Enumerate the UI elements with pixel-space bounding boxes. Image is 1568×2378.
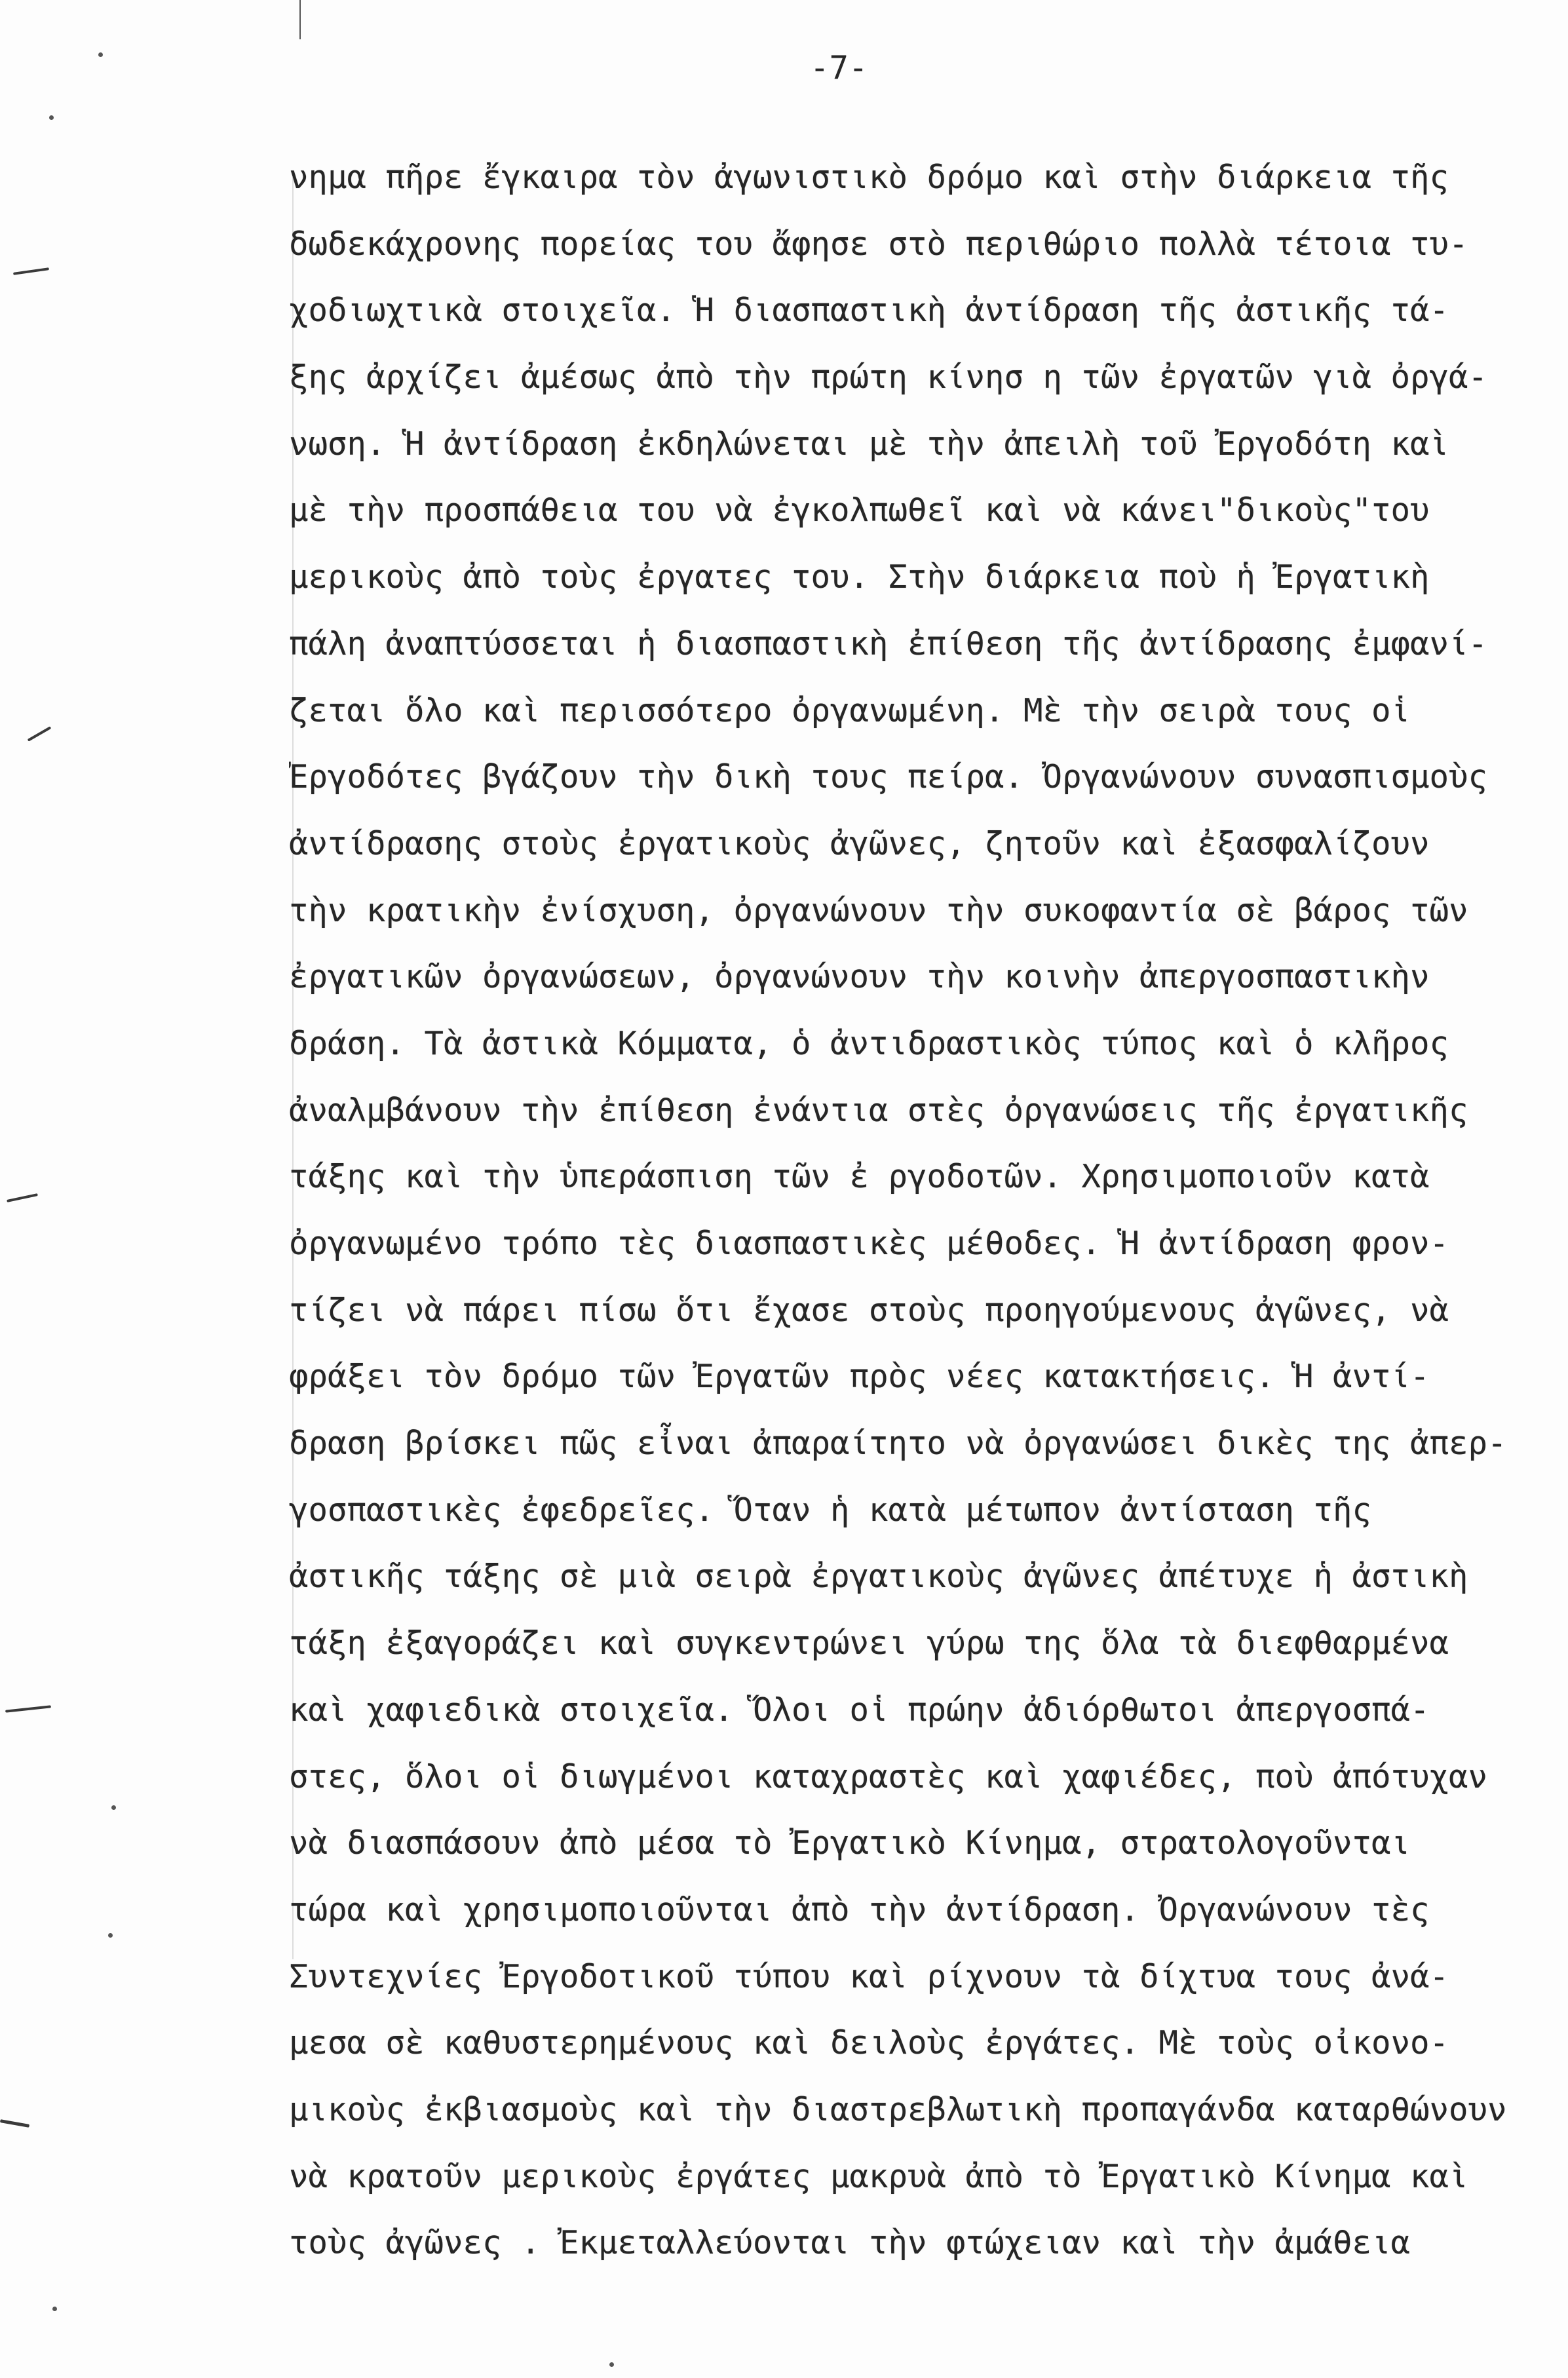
- scan-mark: [5, 1705, 51, 1712]
- scan-mark: [98, 52, 103, 57]
- text-line: μερικοὺς ἀπὸ τοὺς ἐργατες του. Στὴν διάρκεια ποὺ ἡ Ἐργατικὴ: [289, 558, 1430, 596]
- text-line: τώρα καὶ χρησιμοποιοῦνται ἀπὸ τὴν ἀντίδραση. Ὀργανώνουν τὲς: [289, 1890, 1430, 1928]
- scan-mark: [111, 1805, 116, 1810]
- text-line: τάξης καὶ τὴν ὑπεράσπιση τῶν ἐ ργοδοτῶν. Χρησιμοποιοῦν κατὰ: [289, 1158, 1430, 1196]
- text-line: τάξη ἐξαγοράζει καὶ συγκεντρώνει γύρω της ὅλα τὰ διεφθαρμένα: [289, 1624, 1449, 1662]
- scan-mark: [0, 2119, 29, 2128]
- scan-mark: [49, 115, 54, 120]
- scan-mark: [28, 726, 52, 741]
- page-number: -7-: [810, 49, 868, 86]
- text-line: Συντεχνίες Ἐργοδοτικοῦ τύπου καὶ ρίχνουν τὰ δίχτυα τους ἀνά-: [289, 1957, 1449, 1995]
- scan-mark: [52, 2307, 57, 2311]
- text-line: μικοὺς ἐκβιασμοὺς καὶ τὴν διαστρεβλωτικὴ προπαγάνδα καταρθώνουν: [289, 2090, 1507, 2128]
- text-line: ξης ἀρχίζει ἀμέσως ἀπὸ τὴν πρώτη κίνησ η τῶν ἐργατῶν γιὰ ὀργά-: [289, 358, 1488, 396]
- text-line: φράξει τὸν δρόμο τῶν Ἐργατῶν πρὸς νέες κατακτήσεις. Ἡ ἀντί-: [289, 1358, 1430, 1396]
- text-line: πάλη ἀναπτύσσεται ἡ διασπαστικὴ ἐπίθεση τῆς ἀντίδρασης ἐμφανί-: [289, 624, 1488, 662]
- text-line: μὲ τὴν προσπάθεια του νὰ ἐγκολπωθεῖ καὶ νὰ κάνει"δικοὺς"του: [289, 491, 1430, 529]
- text-line: Ἐργοδότες βγάζουν τὴν δικὴ τους πείρα. Ὀργανώνουν συνασπισμοὺς: [289, 758, 1488, 796]
- text-line: ἐργατικῶν ὀργανώσεων, ὀργανώνουν τὴν κοινὴν ἀπεργοσπαστικὴν: [289, 958, 1430, 996]
- text-line: τίζει νὰ πάρει πίσω ὅτι ἔχασε στοὺς προηγούμενους ἀγῶνες, νὰ: [289, 1291, 1449, 1329]
- text-line: ζεται ὅλο καὶ περισσότερο ὀργανωμένη. Μὲ τὴν σειρὰ τους οἱ: [289, 691, 1411, 729]
- text-line: δωδεκάχρονης πορείας του ἄφησε στὸ περιθώριο πολλὰ τέτοια τυ-: [289, 225, 1468, 263]
- scan-line: [299, 0, 301, 39]
- text-line: τὴν κρατικὴν ἐνίσχυση, ὀργανώνουν τὴν συκοφαντία σὲ βάρος τῶν: [289, 891, 1468, 929]
- text-line: χοδιωχτικὰ στοιχεῖα. Ἡ διασπαστικὴ ἀντίδραση τῆς ἀστικῆς τά-: [289, 292, 1449, 330]
- text-line: καὶ χαφιεδικὰ στοιχεῖα. Ὅλοι οἱ πρώην ἀδιόρθωτοι ἀπεργοσπά-: [289, 1691, 1430, 1729]
- scan-mark: [13, 267, 49, 275]
- text-line: νωση. Ἡ ἀντίδραση ἐκδηλώνεται μὲ τὴν ἀπειλὴ τοῦ Ἐργοδότη καὶ: [289, 425, 1449, 463]
- text-line: νημα πῆρε ἔγκαιρα τὸν ἀγωνιστικὸ δρόμο καὶ στὴν διάρκεια τῆς: [289, 159, 1449, 196]
- text-line: ὀργανωμένο τρόπο τὲς διασπαστικὲς μέθοδες. Ἡ ἀντίδραση φρον-: [289, 1225, 1449, 1262]
- text-line: στες, ὅλοι οἱ διωγμένοι καταχραστὲς καὶ χαφιέδες, ποὺ ἀπότυχαν: [289, 1757, 1488, 1795]
- text-line: ἀντίδρασης στοὺς ἐργατικοὺς ἀγῶνες, ζητοῦν καὶ ἐξασφαλίζουν: [289, 824, 1430, 862]
- typewritten-body: [289, 144, 1547, 2276]
- text-line: τοὺς ἀγῶνες . Ἐκμεταλλεύονται τὴν φτώχειαν καὶ τὴν ἀμάθεια: [289, 2224, 1411, 2262]
- text-line: νὰ κρατοῦν μερικοὺς ἐργάτες μακρυὰ ἀπὸ τὸ Ἐργατικὸ Κίνημα καὶ: [289, 2157, 1468, 2195]
- scan-mark: [7, 1193, 38, 1202]
- text-line: δράση. Τὰ ἀστικὰ Κόμματα, ὁ ἀντιδραστικὸς τύπος καὶ ὁ κλῆρος: [289, 1024, 1449, 1062]
- text-line: μεσα σὲ καθυστερημένους καὶ δειλοὺς ἐργάτες. Μὲ τοὺς οἰκονο-: [289, 2024, 1449, 2062]
- text-line: γοσπαστικὲς ἐφεδρεῖες. Ὅταν ἡ κατὰ μέτωπον ἀντίσταση τῆς: [289, 1491, 1372, 1529]
- text-line: ἀναλμβάνουν τὴν ἐπίθεση ἐνάντια στὲς ὀργανώσεις τῆς ἐργατικῆς: [289, 1091, 1468, 1129]
- scan-mark: [609, 2362, 614, 2367]
- text-line: ἀστικῆς τάξης σὲ μιὰ σειρὰ ἐργατικοὺς ἀγῶνες ἀπέτυχε ἡ ἀστικὴ: [289, 1558, 1468, 1596]
- text-line: νὰ διασπάσουν ἀπὸ μέσα τὸ Ἐργατικὸ Κίνημα, στρατολογοῦνται: [289, 1824, 1411, 1862]
- text-line: δραση βρίσκει πῶς εἶναι ἀπαραίτητο νὰ ὀργανώσει δικὲς της ἀπερ-: [289, 1425, 1507, 1463]
- scan-mark: [108, 1933, 113, 1938]
